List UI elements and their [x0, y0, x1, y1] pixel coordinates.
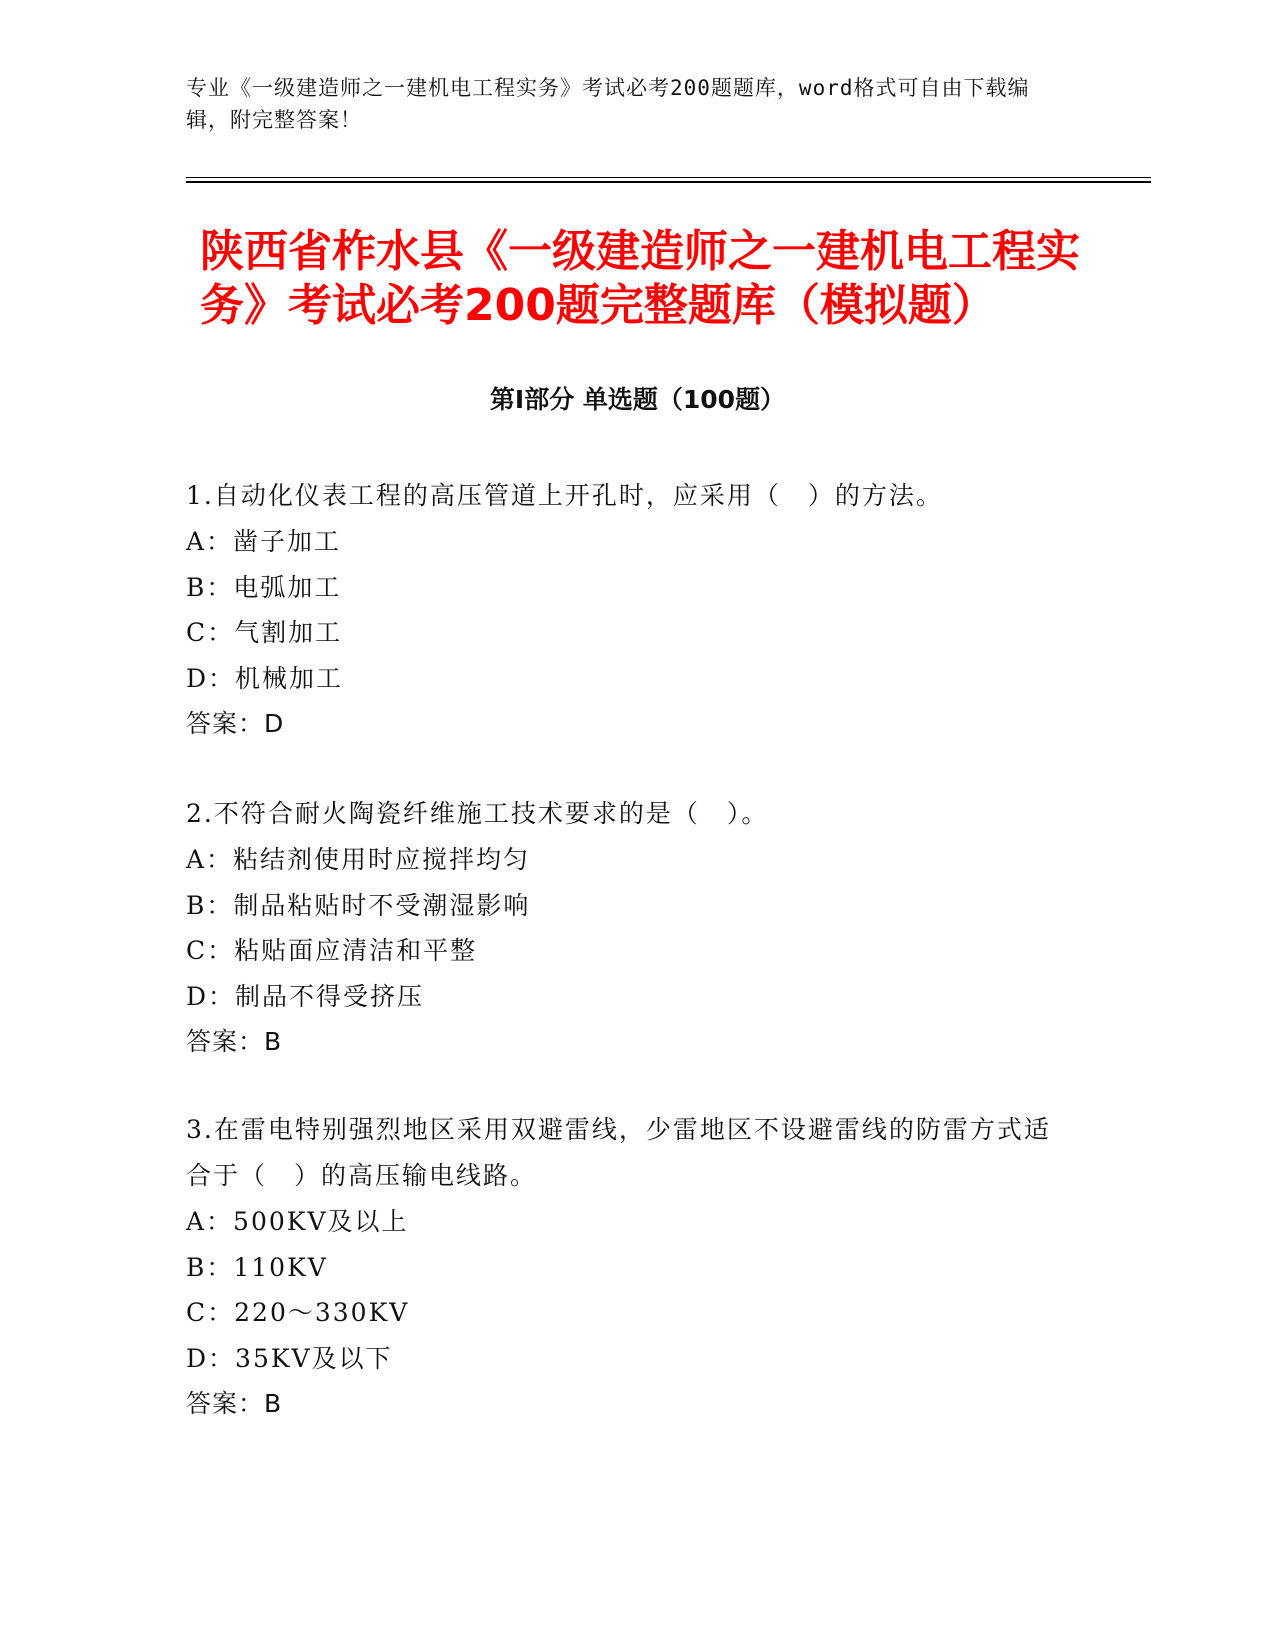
question-stem: 1.自动化仪表工程的高压管道上开孔时，应采用（ ）的方法。	[186, 481, 943, 510]
option-b: B：110KV	[186, 1252, 328, 1282]
option-b: B：制品粘贴时不受潮湿影响	[186, 890, 531, 920]
option-d: D：制品不得受挤压	[186, 981, 425, 1011]
question-2	[186, 791, 1066, 1065]
option-a: A：粘结剂使用时应搅拌均匀	[186, 845, 531, 874]
question-3	[186, 1107, 1066, 1427]
header-divider-thin	[186, 177, 1151, 178]
header-note: 专业《一级建造师之一建机电工程实务》考试必考200题题库，word格式可自由下载编辑，附完整答案！	[186, 76, 1030, 132]
question-1	[186, 473, 1066, 747]
option-a: A：凿子加工	[186, 527, 342, 556]
header-divider-thick	[186, 181, 1151, 183]
option-c: C：粘贴面应清洁和平整	[186, 936, 478, 965]
question-stem: 3.在雷电特别强烈地区采用双避雷线，少雷地区不设避雷线的防雷方式适合于（ ）的高压输电线路。	[186, 1115, 1051, 1190]
answer: 答案：D	[186, 709, 285, 738]
answer: 答案：B	[186, 1027, 283, 1056]
option-d: D：35KV及以下	[186, 1343, 393, 1373]
document-title: 陕西省柞水县《一级建造师之一建机电工程实务》考试必考200题完整题库（模拟题）	[200, 226, 1080, 331]
option-c: C：气割加工	[186, 618, 343, 647]
question-stem: 2.不符合耐火陶瓷纤维施工技术要求的是（ ）。	[186, 799, 769, 828]
answer: 答案：B	[186, 1389, 283, 1418]
option-b: B：电弧加工	[186, 572, 342, 602]
option-a: A：500KV及以上	[186, 1207, 409, 1236]
section-heading: 第I部分 单选题（100题）	[489, 385, 786, 414]
option-d: D：机械加工	[186, 663, 344, 693]
option-c: C：220～330KV	[186, 1298, 410, 1327]
